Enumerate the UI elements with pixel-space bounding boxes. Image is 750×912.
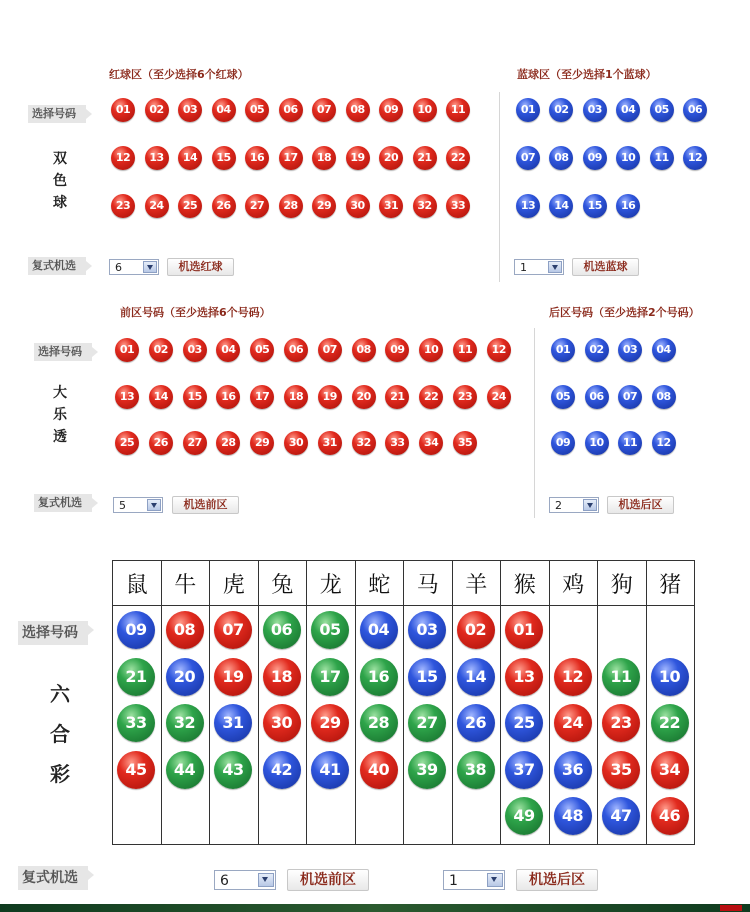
lhc-ball[interactable]: 20 xyxy=(166,658,204,696)
ssq-red-ball[interactable]: 17 xyxy=(279,146,303,170)
dlt-front-ball[interactable]: 08 xyxy=(352,338,376,362)
lhc-ball[interactable]: 24 xyxy=(554,704,592,742)
zodiac-column xyxy=(161,606,210,845)
zodiac-column xyxy=(646,606,695,845)
ssq-red-ball[interactable]: 08 xyxy=(346,98,370,122)
lhc-ball[interactable]: 17 xyxy=(311,658,349,696)
dlt-front-ball[interactable]: 27 xyxy=(183,431,207,455)
lhc-ball[interactable]: 35 xyxy=(602,751,640,789)
lhc-ball[interactable]: 32 xyxy=(166,704,204,742)
lhc-ball[interactable]: 28 xyxy=(360,704,398,742)
lhc-multi-label: 复式机选 xyxy=(18,866,88,890)
ssq-blue-ball[interactable]: 08 xyxy=(549,146,573,170)
ssq-multi-label: 复式机选 xyxy=(28,257,86,275)
lhc-ball[interactable]: 47 xyxy=(602,797,640,835)
ssq-blue-ball[interactable]: 04 xyxy=(616,98,640,122)
ssq-red-ball[interactable]: 24 xyxy=(145,194,169,218)
ssq-red-ball[interactable]: 11 xyxy=(446,98,470,122)
chevron-down-icon xyxy=(487,873,503,887)
dlt-front-ball[interactable]: 19 xyxy=(318,385,342,409)
lhc-ball[interactable]: 19 xyxy=(214,658,252,696)
zodiac-header: 虎 xyxy=(210,561,259,606)
zodiac-table xyxy=(112,560,695,845)
zodiac-column xyxy=(598,606,647,845)
zodiac-header: 蛇 xyxy=(355,561,404,606)
ssq-red-ball[interactable]: 26 xyxy=(212,194,236,218)
lhc-ball[interactable]: 41 xyxy=(311,751,349,789)
ssq-name-char: 球 xyxy=(53,195,67,211)
bottom-bar-accent xyxy=(720,905,742,911)
ssq-name xyxy=(50,148,70,214)
ssq-select-label: 选择号码 xyxy=(28,105,86,123)
dlt-back-ball[interactable]: 08 xyxy=(652,385,676,409)
dlt-back-ball[interactable]: 06 xyxy=(585,385,609,409)
lhc-ball[interactable]: 04 xyxy=(360,611,398,649)
lhc-ball[interactable]: 10 xyxy=(651,658,689,696)
zodiac-header: 马 xyxy=(404,561,453,606)
dlt-front-ball[interactable]: 15 xyxy=(183,385,207,409)
zodiac-header: 鼠 xyxy=(113,561,162,606)
dlt-name-char: 透 xyxy=(53,429,67,445)
ssq-red-ball[interactable]: 27 xyxy=(245,194,269,218)
dlt-front-ball[interactable]: 09 xyxy=(385,338,409,362)
dlt-front-ball[interactable]: 31 xyxy=(318,431,342,455)
ssq-red-ball[interactable]: 02 xyxy=(145,98,169,122)
ssq-random-blue-button[interactable]: 机选蓝球 xyxy=(572,258,639,276)
zodiac-column xyxy=(549,606,598,845)
dlt-front-ball[interactable]: 23 xyxy=(453,385,477,409)
zodiac-column xyxy=(258,606,307,845)
ssq-blue-count-value: 1 xyxy=(520,261,527,274)
ssq-blue-ball[interactable]: 14 xyxy=(549,194,573,218)
lhc-select-label: 选择号码 xyxy=(18,621,88,645)
dlt-front-ball[interactable]: 30 xyxy=(284,431,308,455)
dlt-front-ball[interactable]: 02 xyxy=(149,338,173,362)
ssq-name-char: 色 xyxy=(53,173,67,189)
lhc-ball[interactable]: 09 xyxy=(117,611,155,649)
lhc-ball[interactable]: 14 xyxy=(457,658,495,696)
lhc-ball[interactable]: 05 xyxy=(311,611,349,649)
lhc-name-char: 彩 xyxy=(50,762,70,786)
lhc-ball[interactable]: 49 xyxy=(505,797,543,835)
lhc-ball[interactable]: 02 xyxy=(457,611,495,649)
lhc-ball[interactable]: 27 xyxy=(408,704,446,742)
zodiac-column xyxy=(210,606,259,845)
ssq-red-ball[interactable]: 13 xyxy=(145,146,169,170)
zodiac-header: 兔 xyxy=(258,561,307,606)
lhc-ball[interactable]: 03 xyxy=(408,611,446,649)
dlt-back-ball[interactable]: 07 xyxy=(618,385,642,409)
ssq-red-ball[interactable]: 12 xyxy=(111,146,135,170)
zodiac-header: 牛 xyxy=(161,561,210,606)
ssq-red-ball[interactable]: 09 xyxy=(379,98,403,122)
dlt-front-ball[interactable]: 01 xyxy=(115,338,139,362)
zodiac-column xyxy=(355,606,404,845)
dlt-random-back-button[interactable]: 机选后区 xyxy=(607,496,674,514)
ssq-red-ball[interactable]: 10 xyxy=(413,98,437,122)
zodiac-column xyxy=(307,606,356,845)
ssq-red-ball[interactable]: 03 xyxy=(178,98,202,122)
lhc-ball[interactable]: 23 xyxy=(602,704,640,742)
ssq-divider xyxy=(499,92,500,282)
dlt-front-ball[interactable]: 28 xyxy=(216,431,240,455)
zodiac-header: 猴 xyxy=(501,561,550,606)
dlt-front-ball[interactable]: 17 xyxy=(250,385,274,409)
ssq-red-ball[interactable]: 22 xyxy=(446,146,470,170)
dlt-back-ball[interactable]: 11 xyxy=(618,431,642,455)
chevron-down-icon xyxy=(143,261,157,273)
lhc-front-count-value: 6 xyxy=(220,873,229,889)
dlt-front-ball[interactable]: 11 xyxy=(453,338,477,362)
zodiac-column xyxy=(404,606,453,845)
dlt-front-ball[interactable]: 10 xyxy=(419,338,443,362)
lhc-ball[interactable]: 13 xyxy=(505,658,543,696)
lhc-ball[interactable]: 16 xyxy=(360,658,398,696)
ssq-blue-ball[interactable]: 10 xyxy=(616,146,640,170)
ssq-random-red-button[interactable]: 机选红球 xyxy=(167,258,234,276)
lhc-ball[interactable]: 40 xyxy=(360,751,398,789)
lhc-ball[interactable]: 11 xyxy=(602,658,640,696)
dlt-front-ball[interactable]: 14 xyxy=(149,385,173,409)
dlt-front-ball[interactable]: 04 xyxy=(216,338,240,362)
dlt-random-front-button[interactable]: 机选前区 xyxy=(172,496,239,514)
ssq-red-ball[interactable]: 31 xyxy=(379,194,403,218)
lhc-ball[interactable]: 44 xyxy=(166,751,204,789)
dlt-front-ball[interactable]: 24 xyxy=(487,385,511,409)
ssq-blue-title: 蓝球区（至少选择1个蓝球） xyxy=(517,68,657,81)
lhc-ball[interactable]: 26 xyxy=(457,704,495,742)
dlt-front-ball[interactable]: 22 xyxy=(419,385,443,409)
ssq-red-ball[interactable]: 14 xyxy=(178,146,202,170)
zodiac-header: 龙 xyxy=(307,561,356,606)
ssq-red-ball[interactable]: 18 xyxy=(312,146,336,170)
dlt-front-count-select[interactable] xyxy=(113,497,163,513)
ssq-red-title: 红球区（至少选择6个红球） xyxy=(109,68,249,81)
lhc-ball[interactable]: 43 xyxy=(214,751,252,789)
lhc-ball[interactable]: 42 xyxy=(263,751,301,789)
lhc-ball[interactable]: 08 xyxy=(166,611,204,649)
lhc-ball[interactable]: 48 xyxy=(554,797,592,835)
dlt-back-ball[interactable]: 04 xyxy=(652,338,676,362)
ssq-blue-ball[interactable]: 15 xyxy=(583,194,607,218)
dlt-divider xyxy=(534,328,535,518)
lhc-ball[interactable]: 22 xyxy=(651,704,689,742)
zodiac-column xyxy=(501,606,550,845)
zodiac-header: 羊 xyxy=(452,561,501,606)
dlt-back-ball[interactable]: 03 xyxy=(618,338,642,362)
bottom-bar xyxy=(0,904,750,912)
ssq-red-ball[interactable]: 15 xyxy=(212,146,236,170)
ssq-red-ball[interactable]: 33 xyxy=(446,194,470,218)
lhc-name xyxy=(47,674,73,794)
lhc-ball[interactable]: 33 xyxy=(117,704,155,742)
dlt-front-ball[interactable]: 32 xyxy=(352,431,376,455)
lhc-ball[interactable]: 34 xyxy=(651,751,689,789)
lhc-ball[interactable]: 07 xyxy=(214,611,252,649)
dlt-select-label: 选择号码 xyxy=(34,343,92,361)
lhc-ball[interactable]: 25 xyxy=(505,704,543,742)
lhc-ball[interactable]: 01 xyxy=(505,611,543,649)
dlt-front-ball[interactable]: 06 xyxy=(284,338,308,362)
ssq-blue-ball[interactable]: 16 xyxy=(616,194,640,218)
dlt-front-ball[interactable]: 35 xyxy=(453,431,477,455)
ssq-red-ball[interactable]: 06 xyxy=(279,98,303,122)
dlt-front-ball[interactable]: 16 xyxy=(216,385,240,409)
ssq-name-char: 双 xyxy=(53,151,67,167)
lhc-ball[interactable]: 15 xyxy=(408,658,446,696)
ssq-red-ball[interactable]: 29 xyxy=(312,194,336,218)
lhc-ball[interactable]: 12 xyxy=(554,658,592,696)
ssq-red-ball[interactable]: 20 xyxy=(379,146,403,170)
lhc-front-count-select[interactable] xyxy=(214,870,276,890)
zodiac-header: 猪 xyxy=(646,561,695,606)
dlt-back-ball[interactable]: 01 xyxy=(551,338,575,362)
zodiac-column xyxy=(113,606,162,845)
ssq-blue-count-select[interactable] xyxy=(514,259,564,275)
lhc-ball[interactable]: 06 xyxy=(263,611,301,649)
lhc-random-back-button[interactable]: 机选后区 xyxy=(516,869,598,891)
lhc-ball[interactable]: 45 xyxy=(117,751,155,789)
dlt-back-ball[interactable]: 12 xyxy=(652,431,676,455)
ssq-red-ball[interactable]: 01 xyxy=(111,98,135,122)
ssq-blue-ball[interactable]: 13 xyxy=(516,194,540,218)
chevron-down-icon xyxy=(548,261,562,273)
dlt-front-ball[interactable]: 13 xyxy=(115,385,139,409)
zodiac-header: 狗 xyxy=(598,561,647,606)
dlt-front-ball[interactable]: 26 xyxy=(149,431,173,455)
ssq-red-count-select[interactable] xyxy=(109,259,159,275)
lhc-ball[interactable]: 38 xyxy=(457,751,495,789)
lhc-ball[interactable]: 30 xyxy=(263,704,301,742)
chevron-down-icon xyxy=(147,499,161,511)
dlt-front-ball[interactable]: 03 xyxy=(183,338,207,362)
ssq-red-ball[interactable]: 04 xyxy=(212,98,236,122)
chevron-down-icon xyxy=(583,499,597,511)
zodiac-header: 鸡 xyxy=(549,561,598,606)
dlt-front-ball[interactable]: 34 xyxy=(419,431,443,455)
dlt-front-ball[interactable]: 12 xyxy=(487,338,511,362)
ssq-red-ball[interactable]: 23 xyxy=(111,194,135,218)
lhc-ball[interactable]: 39 xyxy=(408,751,446,789)
dlt-back-ball[interactable]: 02 xyxy=(585,338,609,362)
ssq-blue-ball[interactable]: 01 xyxy=(516,98,540,122)
dlt-front-ball[interactable]: 05 xyxy=(250,338,274,362)
ssq-blue-ball[interactable]: 07 xyxy=(516,146,540,170)
dlt-front-ball[interactable]: 21 xyxy=(385,385,409,409)
ssq-red-ball[interactable]: 19 xyxy=(346,146,370,170)
dlt-back-title: 后区号码（至少选择2个号码） xyxy=(549,306,700,319)
ssq-blue-ball[interactable]: 05 xyxy=(650,98,674,122)
lhc-ball[interactable]: 36 xyxy=(554,751,592,789)
ssq-red-ball[interactable]: 07 xyxy=(312,98,336,122)
ssq-red-ball[interactable]: 28 xyxy=(279,194,303,218)
ssq-blue-ball[interactable]: 12 xyxy=(683,146,707,170)
ssq-blue-ball[interactable]: 02 xyxy=(549,98,573,122)
lhc-back-count-select[interactable] xyxy=(443,870,505,890)
lhc-ball[interactable]: 31 xyxy=(214,704,252,742)
lhc-ball[interactable]: 37 xyxy=(505,751,543,789)
chevron-down-icon xyxy=(258,873,274,887)
dlt-back-ball[interactable]: 10 xyxy=(585,431,609,455)
dlt-multi-label: 复式机选 xyxy=(34,494,92,512)
lhc-random-front-button[interactable]: 机选前区 xyxy=(287,869,369,891)
ssq-red-ball[interactable]: 21 xyxy=(413,146,437,170)
lhc-back-count-value: 1 xyxy=(449,873,458,889)
dlt-name-char: 大 xyxy=(53,385,67,401)
ssq-red-ball[interactable]: 05 xyxy=(245,98,269,122)
ssq-red-ball[interactable]: 30 xyxy=(346,194,370,218)
ssq-blue-ball[interactable]: 11 xyxy=(650,146,674,170)
dlt-front-ball[interactable]: 29 xyxy=(250,431,274,455)
ssq-red-count-value: 6 xyxy=(115,261,122,274)
lhc-name-char: 合 xyxy=(50,722,70,746)
lhc-name-char: 六 xyxy=(50,682,70,706)
lhc-ball[interactable]: 21 xyxy=(117,658,155,696)
lhc-ball[interactable]: 29 xyxy=(311,704,349,742)
dlt-front-ball[interactable]: 18 xyxy=(284,385,308,409)
dlt-back-ball[interactable]: 09 xyxy=(551,431,575,455)
dlt-name-char: 乐 xyxy=(53,407,67,423)
ssq-red-ball[interactable]: 25 xyxy=(178,194,202,218)
dlt-back-count-select[interactable] xyxy=(549,497,599,513)
dlt-front-title: 前区号码（至少选择6个号码） xyxy=(120,306,271,319)
zodiac-column xyxy=(452,606,501,845)
dlt-front-ball[interactable]: 25 xyxy=(115,431,139,455)
lhc-ball[interactable]: 46 xyxy=(651,797,689,835)
ssq-red-ball[interactable]: 32 xyxy=(413,194,437,218)
dlt-back-ball[interactable]: 05 xyxy=(551,385,575,409)
lhc-ball[interactable]: 18 xyxy=(263,658,301,696)
dlt-name xyxy=(50,382,70,448)
ssq-blue-ball[interactable]: 09 xyxy=(583,146,607,170)
dlt-front-ball[interactable]: 20 xyxy=(352,385,376,409)
dlt-front-ball[interactable]: 33 xyxy=(385,431,409,455)
ssq-blue-ball[interactable]: 03 xyxy=(583,98,607,122)
dlt-front-count-value: 5 xyxy=(119,499,126,512)
ssq-red-ball[interactable]: 16 xyxy=(245,146,269,170)
dlt-front-ball[interactable]: 07 xyxy=(318,338,342,362)
dlt-back-count-value: 2 xyxy=(555,499,562,512)
ssq-blue-ball[interactable]: 06 xyxy=(683,98,707,122)
